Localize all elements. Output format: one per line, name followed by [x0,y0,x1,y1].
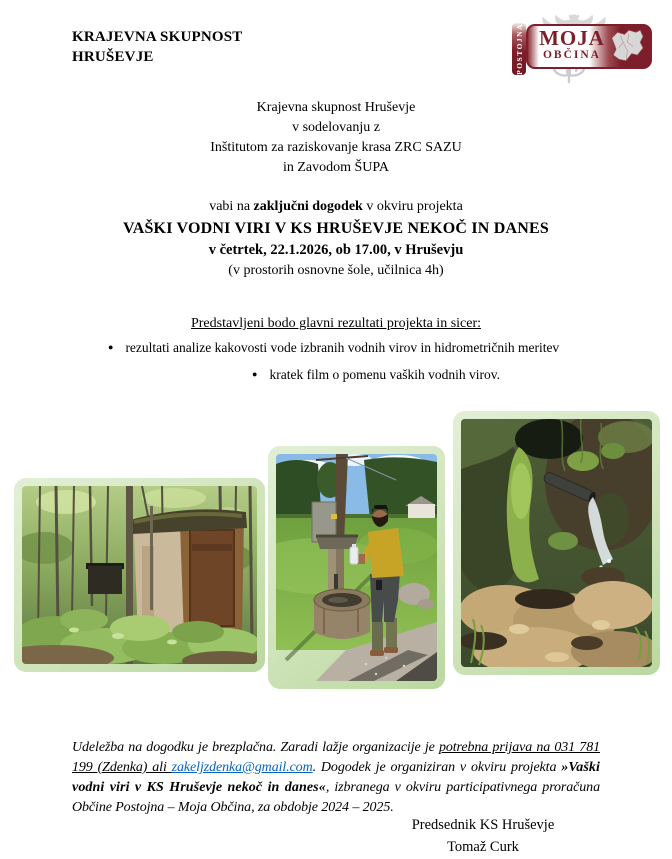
spring-photo-image [461,419,652,667]
intro-line4: in Zavodom ŠUPA [282,160,390,175]
invite-block [52,196,620,281]
intro-line1: Krajevna skupnost Hruševje [256,100,416,115]
logo-obcina-text: OBČINA [542,49,601,61]
event-title: VAŠKI VODNI VIRI V KS HRUŠEVJE NEKOČ IN DANES [123,220,549,237]
photo-water-pump [268,446,445,689]
footer-text-1: Udeležba na dogodku je brezplačna. Zaradi lažje organizacije je [72,740,439,755]
event-location: (v prostorih osnovne šole, učilnica 4h) [228,263,444,278]
results-heading [72,313,600,334]
org-line2: HRUŠEVJE [72,49,154,65]
postojna-vertical-label [512,23,526,75]
water-pump-photo-image [276,454,437,681]
photo-spring-pipe [453,411,660,675]
email-link[interactable]: zakeljzdenka@gmail.com [171,760,313,775]
photo-well-shed [14,478,265,672]
intro-line3: Inštitutom za raziskovanje krasa ZRC SAZU [210,140,462,155]
list-item [72,334,600,361]
bullet-icon: ● [252,369,258,379]
logo-plate [526,24,652,69]
bullet-icon: ● [108,342,114,352]
signature-block [366,814,600,858]
list-item-text: kratek film o pomenu vaških vodnih virov. [269,367,500,382]
footer-note [72,738,600,818]
postojna-text: POSTOJNA [514,23,524,75]
invite-post: v okviru projekta [362,199,463,214]
signature-role: Predsednik KS Hruševje [411,817,555,833]
logo-wordmark [534,27,610,61]
invite-line [52,196,620,217]
invite-bold: zaključni dogodek [253,199,363,214]
footer-project-name: »Vaški vodni viri v KS Hruševje nekoč in danes« [72,760,601,795]
moja-obcina-logo [506,10,654,84]
org-line1: KRAJEVNA SKUPNOST [72,29,243,45]
municipality-map-icon [604,28,648,65]
event-datetime: v četrtek, 22.1.2026, ob 17.00, v Hruševju [208,242,464,258]
intro-line2: v sodelovanju z [292,120,380,135]
list-item [72,361,600,388]
footer-registration-phone: potrebna prijava na 031 781 199 (Zdenka) ali [72,740,600,775]
results-heading-text: Predstavljeni bodo glavni rezultati projekta in sicer: [190,316,482,331]
footer-text-3: , izbranega v okviru participativnega proračuna Občine Postojna – Moja Občina, za obdobje 2024 – 2025. [72,780,600,815]
results-block [72,313,600,388]
invite-pre: vabi na [209,199,254,214]
list-item-text: rezultati analize kakovosti vode izbranih vodnih virov in hidrometričnih meritev [125,340,560,355]
org-title [72,27,243,67]
signature-name: Tomaž Curk [447,839,519,855]
well-shed-photo-image [22,486,257,664]
intro-block [72,98,600,178]
logo-moja-text: MOJA [539,26,605,50]
footer-text-2: . Dogodek je organiziran v okviru projekta [312,760,562,775]
